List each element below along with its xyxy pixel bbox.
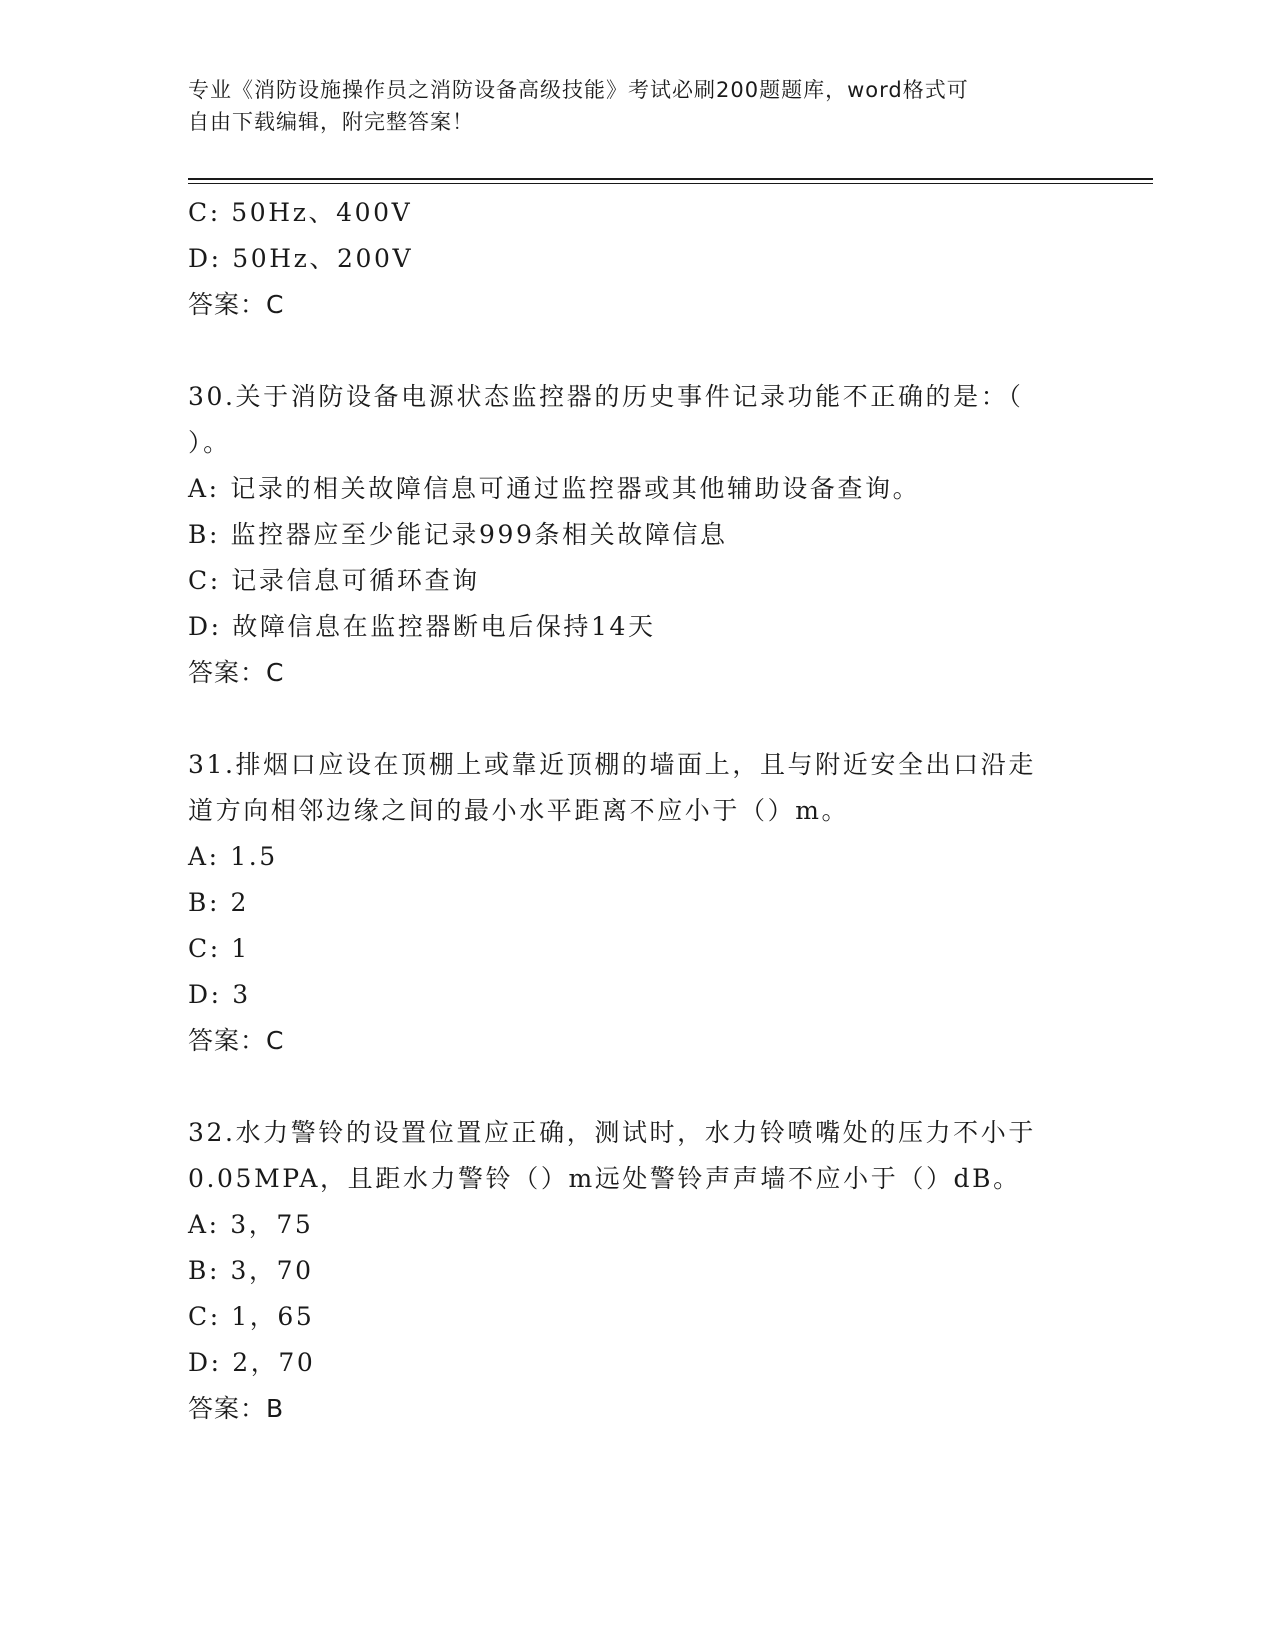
option-d: D: 2，70 [188,1348,316,1377]
answer-text: 答案：C [188,290,285,319]
header-line-2: 自由下载编辑，附完整答案！ [188,110,474,134]
spacer [188,328,1088,374]
header-divider-thick [188,178,1153,180]
question-list [188,190,1088,1432]
option-a: A: 3，75 [188,1210,314,1239]
question-text-line-2: ）。 [188,428,231,457]
document-header [188,74,1088,138]
question-text-line-2: 道方向相邻边缘之间的最小水平距离不应小于（）m。 [188,796,850,825]
option-d: D: 50Hz、200V [188,244,414,273]
header-line-1: 专业《消防设施操作员之消防设备高级技能》考试必刷200题题库，word格式可 [188,78,969,102]
question-text-line-1: 32.水力警铃的设置位置应正确，测试时，水力铃喷嘴处的压力不小于 [188,1118,1036,1147]
question-29-tail [188,190,1088,328]
option-b: B: 监控器应至少能记录999条相关故障信息 [188,520,728,549]
option-c: C: 记录信息可循环查询 [188,566,480,595]
answer-text: 答案：C [188,658,285,687]
option-a: A: 记录的相关故障信息可通过监控器或其他辅助设备查询。 [188,474,921,503]
option-a: A: 1.5 [188,842,278,871]
question-30 [188,374,1088,696]
option-c: C: 50Hz、400V [188,198,413,227]
option-c: C: 1，65 [188,1302,315,1331]
option-d: D: 3 [188,980,251,1009]
question-32 [188,1110,1088,1432]
option-b: B: 3，70 [188,1256,314,1285]
option-b: B: 2 [188,888,250,917]
header-divider-thin [188,183,1153,184]
question-text-line-2: 0.05MPA，且距水力警铃（）m远处警铃声声墙不应小于（）dB。 [188,1164,1021,1193]
question-31 [188,742,1088,1064]
question-text-line-1: 30.关于消防设备电源状态监控器的历史事件记录功能不正确的是：（ [188,382,1024,411]
spacer [188,696,1088,742]
option-c: C: 1 [188,934,250,963]
question-text-line-1: 31.排烟口应设在顶棚上或靠近顶棚的墙面上，且与附近安全出口沿走 [188,750,1036,779]
option-d: D: 故障信息在监控器断电后保持14天 [188,612,656,641]
answer-text: 答案：C [188,1026,285,1055]
spacer [188,1064,1088,1110]
answer-text: 答案：B [188,1394,285,1423]
